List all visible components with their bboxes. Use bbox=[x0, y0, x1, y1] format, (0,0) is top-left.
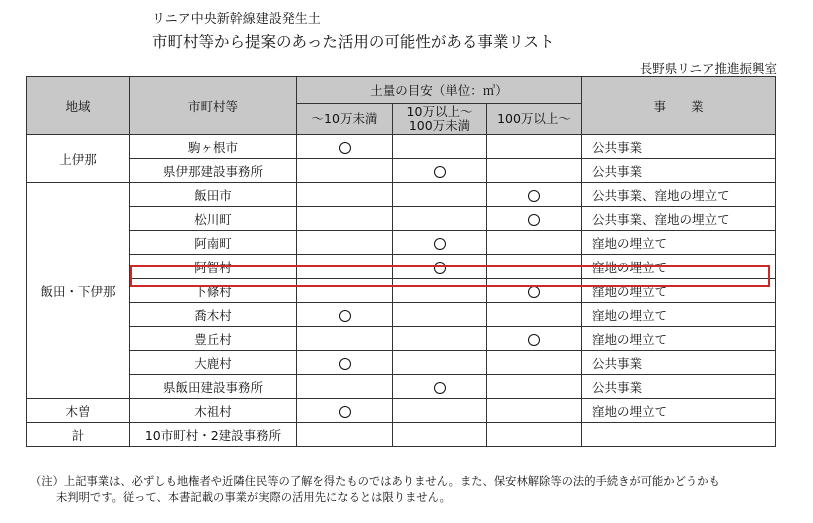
volume-mid-cell bbox=[393, 351, 487, 375]
volume-mid-cell bbox=[393, 207, 487, 231]
volume-large-cell bbox=[487, 399, 582, 423]
table-row bbox=[27, 375, 776, 399]
municipality-cell: 下條村 bbox=[130, 279, 297, 303]
volume-large-cell bbox=[487, 303, 582, 327]
volume-large-cell bbox=[487, 351, 582, 375]
document-title-line2: 市町村等から提案のあった活用の可能性がある事業リスト bbox=[152, 33, 555, 51]
volume-large-cell bbox=[487, 159, 582, 183]
total-value: 10市町村・2建設事務所 bbox=[130, 423, 297, 447]
volume-small-cell bbox=[297, 159, 393, 183]
header-project: 事 業 bbox=[582, 77, 776, 135]
circle-mark-icon bbox=[434, 238, 446, 250]
table-row bbox=[27, 255, 776, 279]
volume-small-cell bbox=[297, 399, 393, 423]
volume-large-cell bbox=[487, 255, 582, 279]
municipality-cell: 阿南町 bbox=[130, 231, 297, 255]
circle-mark-icon bbox=[434, 382, 446, 394]
volume-mid-cell bbox=[393, 255, 487, 279]
circle-mark-icon bbox=[434, 262, 446, 274]
volume-small-cell bbox=[297, 351, 393, 375]
region-cell: 飯田・下伊那 bbox=[27, 183, 130, 399]
volume-mid-cell bbox=[393, 375, 487, 399]
header-soil-volume: 土量の目安（単位：㎥） bbox=[297, 77, 582, 104]
volume-large-cell bbox=[487, 207, 582, 231]
region-cell: 木曽 bbox=[27, 399, 130, 423]
volume-mid-cell bbox=[393, 303, 487, 327]
table-row bbox=[27, 231, 776, 255]
header-100k-1m-line2: 100万未満 bbox=[408, 118, 471, 133]
footnote-line2: 未判明です。従って、本書記載の事業が実際の活用先になるとは限りません。 bbox=[56, 491, 451, 504]
table-body bbox=[27, 135, 776, 447]
volume-mid-cell bbox=[393, 231, 487, 255]
project-cell: 公共事業 bbox=[582, 375, 776, 399]
municipality-cell: 駒ヶ根市 bbox=[130, 135, 297, 159]
municipality-cell: 大鹿村 bbox=[130, 351, 297, 375]
municipality-cell: 松川町 bbox=[130, 207, 297, 231]
volume-mid-cell bbox=[393, 183, 487, 207]
total-row bbox=[27, 423, 776, 447]
municipality-cell: 豊丘村 bbox=[130, 327, 297, 351]
table-row bbox=[27, 159, 776, 183]
project-cell: 窪地の埋立て bbox=[582, 279, 776, 303]
volume-small-cell bbox=[297, 303, 393, 327]
table-row bbox=[27, 399, 776, 423]
circle-mark-icon bbox=[434, 166, 446, 178]
circle-mark-icon bbox=[339, 406, 351, 418]
municipality-cell: 県飯田建設事務所 bbox=[130, 375, 297, 399]
circle-mark-icon bbox=[528, 190, 540, 202]
volume-large-cell bbox=[487, 231, 582, 255]
volume-small-cell bbox=[297, 327, 393, 351]
table-row bbox=[27, 351, 776, 375]
table-row bbox=[27, 135, 776, 159]
project-list-table bbox=[26, 76, 776, 447]
volume-large-cell bbox=[487, 279, 582, 303]
project-cell: 窪地の埋立て bbox=[582, 327, 776, 351]
total-label: 計 bbox=[27, 423, 130, 447]
project-cell: 公共事業、窪地の埋立て bbox=[582, 183, 776, 207]
project-cell: 公共事業 bbox=[582, 159, 776, 183]
volume-small-cell bbox=[297, 135, 393, 159]
project-cell: 窪地の埋立て bbox=[582, 231, 776, 255]
total-empty-cell bbox=[393, 423, 487, 447]
circle-mark-icon bbox=[339, 310, 351, 322]
footnote-line1: （注）上記事業は、必ずしも地権者や近隣住民等の了解を得たものではありません。また、保安林解除等の法的手続きが可能かどうかも bbox=[30, 475, 720, 488]
municipality-cell: 木祖村 bbox=[130, 399, 297, 423]
project-cell: 公共事業 bbox=[582, 135, 776, 159]
project-cell: 窪地の埋立て bbox=[582, 399, 776, 423]
region-cell: 上伊那 bbox=[27, 135, 130, 183]
volume-mid-cell bbox=[393, 399, 487, 423]
volume-large-cell bbox=[487, 183, 582, 207]
table-row bbox=[27, 279, 776, 303]
volume-large-cell bbox=[487, 327, 582, 351]
department-name: 長野県リニア推進振興室 bbox=[639, 61, 777, 76]
project-cell: 窪地の埋立て bbox=[582, 255, 776, 279]
header-region: 地域 bbox=[27, 77, 130, 135]
volume-small-cell bbox=[297, 231, 393, 255]
header-over-1m: 100万以上～ bbox=[487, 104, 582, 135]
municipality-cell: 喬木村 bbox=[130, 303, 297, 327]
municipality-cell: 飯田市 bbox=[130, 183, 297, 207]
circle-mark-icon bbox=[528, 286, 540, 298]
circle-mark-icon bbox=[339, 142, 351, 154]
total-empty-cell bbox=[487, 423, 582, 447]
circle-mark-icon bbox=[339, 358, 351, 370]
table-row bbox=[27, 207, 776, 231]
municipality-cell: 県伊那建設事務所 bbox=[130, 159, 297, 183]
volume-small-cell bbox=[297, 183, 393, 207]
table-row bbox=[27, 303, 776, 327]
header-100k-1m-line1: 10万以上～ bbox=[406, 104, 473, 119]
project-cell: 公共事業 bbox=[582, 351, 776, 375]
table-row bbox=[27, 327, 776, 351]
table-row bbox=[27, 183, 776, 207]
document-title-line1: リニア中央新幹線建設発生土 bbox=[152, 12, 321, 27]
municipality-cell: 阿智村 bbox=[130, 255, 297, 279]
volume-mid-cell bbox=[393, 159, 487, 183]
circle-mark-icon bbox=[528, 334, 540, 346]
header-100k-1m bbox=[393, 104, 487, 135]
total-empty-cell bbox=[297, 423, 393, 447]
volume-large-cell bbox=[487, 375, 582, 399]
header-under-100k: ～10万未満 bbox=[297, 104, 393, 135]
volume-small-cell bbox=[297, 207, 393, 231]
header-municipality: 市町村等 bbox=[130, 77, 297, 135]
circle-mark-icon bbox=[528, 214, 540, 226]
volume-mid-cell bbox=[393, 135, 487, 159]
volume-small-cell bbox=[297, 279, 393, 303]
footnote bbox=[30, 474, 720, 506]
project-cell: 窪地の埋立て bbox=[582, 303, 776, 327]
volume-large-cell bbox=[487, 135, 582, 159]
volume-mid-cell bbox=[393, 279, 487, 303]
volume-mid-cell bbox=[393, 327, 487, 351]
volume-small-cell bbox=[297, 255, 393, 279]
project-cell: 公共事業、窪地の埋立て bbox=[582, 207, 776, 231]
total-project-cell bbox=[582, 423, 776, 447]
volume-small-cell bbox=[297, 375, 393, 399]
